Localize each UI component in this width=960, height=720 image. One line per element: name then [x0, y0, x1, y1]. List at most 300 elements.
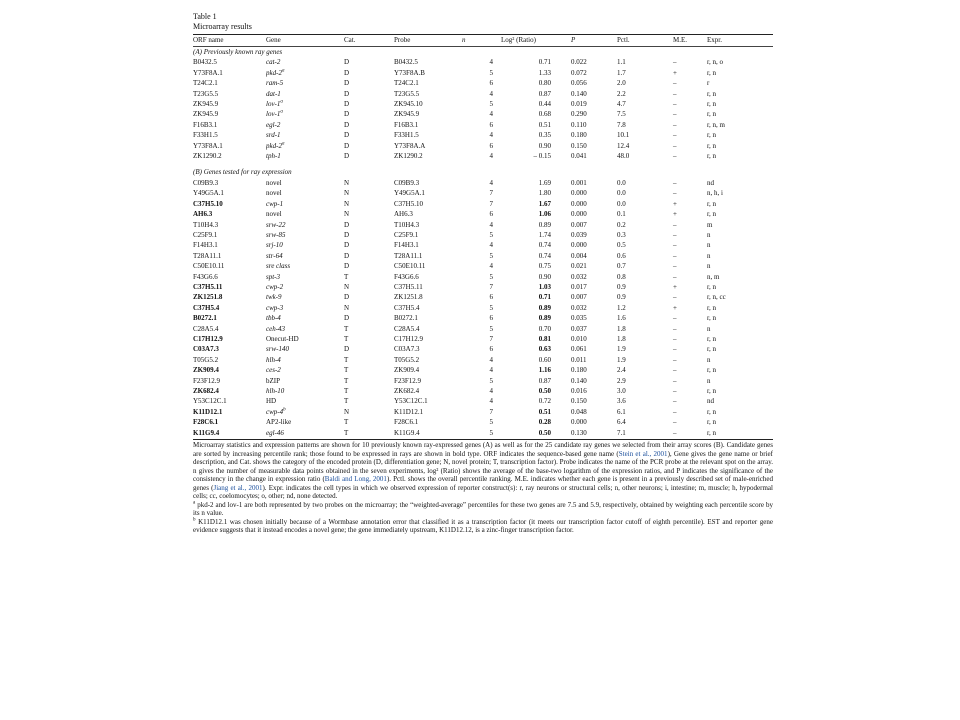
me-cell	[667, 344, 707, 354]
p-cell	[571, 365, 617, 375]
n-cell	[462, 272, 501, 282]
orf-cell	[193, 313, 266, 323]
n-cell-text: 5	[489, 376, 493, 385]
cat-cell	[344, 78, 394, 88]
pctl-cell-text: 0.2	[617, 220, 626, 229]
probe-cell-text: C37H5.10	[394, 199, 423, 208]
pctl-cell	[617, 68, 667, 78]
probe-cell-text: C37H5.11	[394, 282, 423, 291]
expr-cell	[707, 396, 773, 406]
p-cell	[571, 68, 617, 78]
orf-cell	[193, 376, 266, 386]
expr-cell-text: r, n	[707, 407, 717, 416]
p-cell-text: 0.056	[571, 79, 587, 88]
me-cell-text: –	[673, 272, 677, 281]
n-cell-text: 4	[489, 366, 493, 375]
probe-cell	[394, 282, 462, 292]
n-cell	[462, 99, 501, 109]
expr-cell-text: r, n	[707, 314, 717, 323]
probe-cell	[394, 188, 462, 198]
cat-cell-text: D	[344, 79, 350, 88]
n-cell-text: 6	[489, 79, 493, 88]
cat-cell-text: T	[344, 366, 349, 375]
probe-cell	[394, 428, 462, 438]
cat-cell	[344, 120, 394, 130]
expr-cell-text: nd	[707, 178, 714, 187]
probe-cell-text: F28C6.1	[394, 418, 419, 427]
expr-cell-text: r, n	[707, 334, 717, 343]
cat-cell	[344, 188, 394, 198]
expr-cell	[707, 178, 773, 188]
ref-baldi[interactable]: Baldi and Long, 2001	[324, 475, 387, 484]
me-cell-text: –	[673, 334, 677, 343]
p-cell-text: 0.041	[571, 152, 587, 161]
expr-cell-text: r, n	[707, 89, 717, 98]
me-cell	[667, 251, 707, 261]
expr-cell-text: n	[707, 251, 711, 260]
probe-cell	[394, 230, 462, 240]
gene-cell	[266, 407, 344, 417]
table-row	[193, 417, 773, 427]
gene-cell	[266, 240, 344, 250]
probe-cell-text: T10H4.3	[394, 220, 420, 229]
me-cell	[667, 220, 707, 230]
n-cell-text: 5	[489, 100, 493, 109]
pctl-cell	[617, 178, 667, 188]
p-cell	[571, 151, 617, 161]
pctl-cell	[617, 230, 667, 240]
pctl-cell	[617, 282, 667, 292]
table-row	[193, 313, 773, 323]
orf-cell	[193, 209, 266, 219]
gene-cell-text: ces-2	[266, 366, 281, 375]
table-row	[193, 407, 773, 417]
log-ratio-cell-text: 1.67	[538, 199, 551, 208]
n-cell-text: 4	[489, 89, 493, 98]
expr-cell	[707, 220, 773, 230]
pctl-cell-text: 0.0	[617, 178, 626, 187]
header-me: M.E.	[673, 36, 687, 44]
log-ratio-cell-text: 1.03	[538, 282, 551, 291]
p-cell-text: 0.140	[571, 89, 587, 98]
me-cell	[667, 376, 707, 386]
pctl-cell	[617, 407, 667, 417]
me-cell-text: –	[673, 407, 677, 416]
probe-cell	[394, 272, 462, 282]
me-cell-text: –	[673, 189, 677, 198]
p-cell-text: 0.004	[571, 251, 587, 260]
p-cell	[571, 220, 617, 230]
expr-cell	[707, 120, 773, 130]
header-probe: Probe	[394, 36, 411, 44]
p-cell	[571, 120, 617, 130]
orf-cell-text: F43G6.6	[193, 272, 218, 281]
n-cell	[462, 428, 501, 438]
p-cell	[571, 334, 617, 344]
expr-cell	[707, 303, 773, 313]
gene-cell	[266, 261, 344, 271]
p-cell	[571, 141, 617, 151]
me-cell-text: +	[673, 210, 677, 219]
cat-cell-text: T	[344, 376, 349, 385]
table-row	[193, 261, 773, 271]
n-cell-text: 6	[489, 120, 493, 129]
me-cell	[667, 151, 707, 161]
log-ratio-cell-text: 0.68	[538, 110, 551, 119]
expr-cell	[707, 188, 773, 198]
pctl-cell-text: 2.0	[617, 79, 626, 88]
ref-stein[interactable]: Stein et al., 2001	[618, 449, 668, 458]
orf-cell	[193, 428, 266, 438]
gene-cell	[266, 109, 344, 119]
n-cell	[462, 68, 501, 78]
p-cell	[571, 313, 617, 323]
log-ratio-cell	[501, 209, 571, 219]
n-cell	[462, 386, 501, 396]
probe-cell-text: ZK909.4	[394, 366, 420, 375]
log-ratio-cell-text: 0.89	[538, 314, 551, 323]
header-log-ratio: Log² (Ratio)	[501, 36, 536, 44]
me-cell	[667, 303, 707, 313]
p-cell-text: 0.022	[571, 58, 587, 67]
pctl-cell	[617, 141, 667, 151]
cat-cell-text: D	[344, 251, 350, 260]
cat-cell	[344, 220, 394, 230]
expr-cell	[707, 386, 773, 396]
me-cell	[667, 209, 707, 219]
log-ratio-cell	[501, 78, 571, 88]
gene-cell-text: bZIP	[266, 376, 280, 385]
log-ratio-cell-text: 0.51	[538, 120, 551, 129]
n-cell	[462, 120, 501, 130]
n-cell-text: 6	[489, 141, 493, 150]
orf-cell-text: ZK909.4	[193, 366, 219, 375]
expr-cell-text: n	[707, 230, 711, 239]
p-cell	[571, 261, 617, 271]
n-cell	[462, 178, 501, 188]
probe-cell	[394, 99, 462, 109]
pctl-cell-text: 0.7	[617, 262, 626, 271]
orf-cell-text: T28A11.1	[193, 251, 222, 260]
cat-cell-text: D	[344, 220, 350, 229]
orf-cell	[193, 89, 266, 99]
expr-cell-text: n	[707, 355, 711, 364]
cat-cell	[344, 376, 394, 386]
table-row	[193, 344, 773, 354]
me-cell	[667, 240, 707, 250]
orf-cell	[193, 303, 266, 313]
cat-cell-text: D	[344, 100, 350, 109]
gene-cell-text: Onecut-HD	[266, 334, 299, 343]
n-cell-text: 4	[489, 110, 493, 119]
me-cell-text: –	[673, 58, 677, 67]
pctl-cell-text: 1.6	[617, 314, 626, 323]
gene-cell	[266, 251, 344, 261]
probe-cell	[394, 396, 462, 406]
probe-cell	[394, 334, 462, 344]
orf-cell-text: T24C2.1	[193, 79, 218, 88]
gene-cell-text: cwp-4	[266, 407, 284, 416]
cat-cell-text: N	[344, 407, 350, 416]
probe-cell-text: C17H12.9	[394, 334, 423, 343]
expr-cell-text: r, n	[707, 428, 717, 437]
gene-cell	[266, 386, 344, 396]
orf-cell	[193, 324, 266, 334]
expr-cell	[707, 199, 773, 209]
me-cell	[667, 130, 707, 140]
p-cell-text: 0.061	[571, 345, 587, 354]
orf-cell-text: T10H4.3	[193, 220, 219, 229]
pctl-cell-text: 0.3	[617, 230, 626, 239]
me-cell-text: +	[673, 303, 677, 312]
me-cell	[667, 428, 707, 438]
p-cell-text: 0.150	[571, 141, 587, 150]
probe-cell	[394, 313, 462, 323]
log-ratio-cell-text: 0.87	[538, 89, 551, 98]
gene-cell-text: str-64	[266, 251, 283, 260]
pctl-cell-text: 0.0	[617, 199, 626, 208]
log-ratio-cell-text: 0.81	[538, 334, 551, 343]
probe-cell	[394, 355, 462, 365]
gene-cell-text: cwp-2	[266, 282, 284, 291]
table-notes	[193, 441, 773, 535]
orf-cell-text: C37H5.4	[193, 303, 220, 312]
log-ratio-cell	[501, 365, 571, 375]
gene-cell-text: egl-46	[266, 428, 284, 437]
probe-cell-text: ZK945.10	[394, 100, 423, 109]
table-row	[193, 199, 773, 209]
log-ratio-cell-text: 0.80	[538, 79, 551, 88]
me-cell-text: –	[673, 387, 677, 395]
probe-cell-text: C09B9.3	[394, 178, 420, 187]
probe-cell	[394, 261, 462, 271]
log-ratio-cell-text: 0.74	[538, 241, 551, 250]
n-cell	[462, 78, 501, 88]
log-ratio-cell	[501, 396, 571, 406]
expr-cell-text: r, n	[707, 131, 717, 140]
gene-cell-text: hlh-4	[266, 355, 281, 364]
cat-cell-text: D	[344, 345, 350, 354]
log-ratio-cell-text: 0.63	[538, 345, 551, 354]
gene-cell	[266, 89, 344, 99]
orf-cell-text: C37H5.11	[193, 282, 223, 291]
gene-cell	[266, 209, 344, 219]
log-ratio-cell	[501, 355, 571, 365]
p-cell-text: 0.010	[571, 334, 587, 343]
orf-cell	[193, 251, 266, 261]
me-cell	[667, 292, 707, 302]
expr-cell	[707, 141, 773, 151]
me-cell	[667, 365, 707, 375]
p-cell-text: 0.000	[571, 199, 587, 208]
probe-cell-text: Y73F8A.A	[394, 141, 426, 150]
n-cell-text: 7	[489, 199, 493, 208]
n-cell	[462, 261, 501, 271]
orf-cell	[193, 292, 266, 302]
p-cell-text: 0.007	[571, 293, 587, 302]
p-cell-text: 0.001	[571, 178, 587, 187]
log-ratio-cell	[501, 313, 571, 323]
gene-cell	[266, 68, 344, 78]
probe-cell-text: ZK945.9	[394, 110, 420, 119]
section-heading-row	[193, 167, 773, 177]
expr-cell-text: r, n	[707, 152, 717, 161]
log-ratio-cell-text: 0.87	[538, 376, 551, 385]
cat-cell	[344, 68, 394, 78]
expr-cell-text: n	[707, 376, 711, 385]
orf-cell-text: C09B9.3	[193, 178, 219, 187]
cat-cell	[344, 365, 394, 375]
p-cell-text: 0.039	[571, 230, 587, 239]
pctl-cell	[617, 251, 667, 261]
expr-cell-text: r	[707, 79, 710, 88]
pctl-cell	[617, 120, 667, 130]
cat-cell-text: D	[344, 314, 350, 323]
gene-cell	[266, 188, 344, 198]
orf-cell-text: B0432.5	[193, 58, 217, 67]
me-cell-text: –	[673, 314, 677, 323]
cat-cell-text: D	[344, 68, 350, 77]
n-cell	[462, 230, 501, 240]
expr-cell-text: n, h, i	[707, 189, 723, 198]
probe-cell	[394, 344, 462, 354]
cat-cell-text: D	[344, 58, 350, 67]
orf-cell	[193, 365, 266, 375]
expr-cell-text: n	[707, 262, 711, 271]
cat-cell-text: D	[344, 110, 350, 119]
p-cell	[571, 417, 617, 427]
p-cell	[571, 407, 617, 417]
log-ratio-cell-text: 0.60	[538, 355, 551, 364]
probe-cell-text: AH6.3	[394, 210, 413, 219]
probe-cell-text: C50E10.11	[394, 262, 426, 271]
log-ratio-cell-text: 1.74	[538, 230, 551, 239]
gene-cell-text: novel	[266, 189, 282, 198]
probe-cell-text: F33H1.5	[394, 131, 419, 140]
gene-cell-text: pkd-2	[266, 68, 282, 77]
gene-cell	[266, 344, 344, 354]
probe-cell-text: Y73F8A.B	[394, 68, 425, 77]
n-cell-text: 7	[489, 334, 493, 343]
pctl-cell	[617, 99, 667, 109]
log-ratio-cell-text: 0.89	[538, 303, 551, 312]
gene-cell	[266, 78, 344, 88]
p-cell-text: 0.011	[571, 355, 587, 364]
log-ratio-cell-text: 0.71	[538, 293, 551, 302]
orf-cell	[193, 355, 266, 365]
log-ratio-cell-text: 1.06	[538, 210, 551, 219]
expr-cell-text: r, n	[707, 199, 717, 208]
pctl-cell	[617, 313, 667, 323]
p-cell	[571, 355, 617, 365]
log-ratio-cell-text: 0.51	[538, 407, 551, 416]
ref-jiang[interactable]: Jiang et al., 2001	[213, 483, 263, 492]
pctl-cell	[617, 151, 667, 161]
pctl-cell	[617, 365, 667, 375]
p-cell-text: 0.007	[571, 220, 587, 229]
orf-cell	[193, 261, 266, 271]
n-cell	[462, 188, 501, 198]
probe-cell	[394, 365, 462, 375]
table-row	[193, 209, 773, 219]
probe-cell	[394, 68, 462, 78]
expr-cell	[707, 324, 773, 334]
orf-cell-text: AH6.3	[193, 210, 213, 219]
orf-cell-text: K11G9.4	[193, 428, 220, 437]
cat-cell	[344, 386, 394, 396]
cat-cell-text: N	[344, 189, 350, 198]
table-row	[193, 251, 773, 261]
n-cell-text: 5	[489, 303, 493, 312]
cat-cell-text: N	[344, 178, 350, 187]
table-row	[193, 282, 773, 292]
pctl-cell-text: 2.4	[617, 366, 626, 375]
n-cell	[462, 199, 501, 209]
cat-cell	[344, 292, 394, 302]
n-cell	[462, 417, 501, 427]
log-ratio-cell-text: 0.50	[538, 428, 551, 437]
pctl-cell	[617, 324, 667, 334]
p-cell-text: 0.290	[571, 110, 587, 119]
gene-cell-text: cwp-3	[266, 303, 284, 312]
cat-cell	[344, 141, 394, 151]
cat-cell	[344, 272, 394, 282]
expr-cell-text: r, n	[707, 282, 717, 291]
pctl-cell-text: 7.8	[617, 120, 626, 129]
orf-cell	[193, 386, 266, 396]
p-cell	[571, 178, 617, 188]
log-ratio-cell-text: 1.69	[538, 178, 551, 187]
table-row	[193, 324, 773, 334]
footnote-mark: a	[281, 68, 285, 74]
log-ratio-cell-text: 0.71	[538, 58, 551, 67]
cat-cell-text: N	[344, 282, 350, 291]
me-cell-text: –	[673, 241, 677, 250]
footnote-a: $^a$ pkd-2 and lov-1 are both represented by two probes on the microarray; the “weighted-average” percentiles for these two genes are 7.5 and 5.9, respectively, obtained by weighting each percentile score by its n value.	[193, 500, 773, 518]
cat-cell-text: D	[344, 120, 350, 129]
orf-cell	[193, 178, 266, 188]
pctl-cell-text: 0.8	[617, 272, 626, 281]
orf-cell-text: C25F9.1	[193, 230, 218, 239]
pctl-cell-text: 6.1	[617, 407, 626, 416]
pctl-cell-text: 1.9	[617, 355, 626, 364]
table-row	[193, 57, 773, 67]
me-cell	[667, 99, 707, 109]
probe-cell-text: F43G6.6	[394, 272, 419, 281]
me-cell-text: –	[673, 131, 677, 140]
log-ratio-cell	[501, 141, 571, 151]
p-cell	[571, 130, 617, 140]
me-cell-text: –	[673, 366, 677, 375]
gene-cell-text: dat-1	[266, 89, 281, 98]
n-cell-text: 4	[489, 397, 493, 406]
log-ratio-cell-text: 1.80	[538, 189, 551, 198]
pctl-cell	[617, 89, 667, 99]
pctl-cell	[617, 199, 667, 209]
gene-cell-text: AP2-like	[266, 418, 292, 427]
log-ratio-cell-text: 0.70	[538, 324, 551, 333]
expr-cell-text: r, n	[707, 366, 717, 375]
n-cell-text: 4	[489, 178, 493, 187]
orf-cell-text: C03A7.3	[193, 345, 219, 354]
expr-cell-text: r, n	[707, 303, 717, 312]
p-cell-text: 0.019	[571, 100, 587, 109]
p-cell-text: 0.072	[571, 68, 587, 77]
table-row	[193, 386, 773, 396]
expr-cell	[707, 240, 773, 250]
pctl-cell	[617, 130, 667, 140]
orf-cell	[193, 240, 266, 250]
